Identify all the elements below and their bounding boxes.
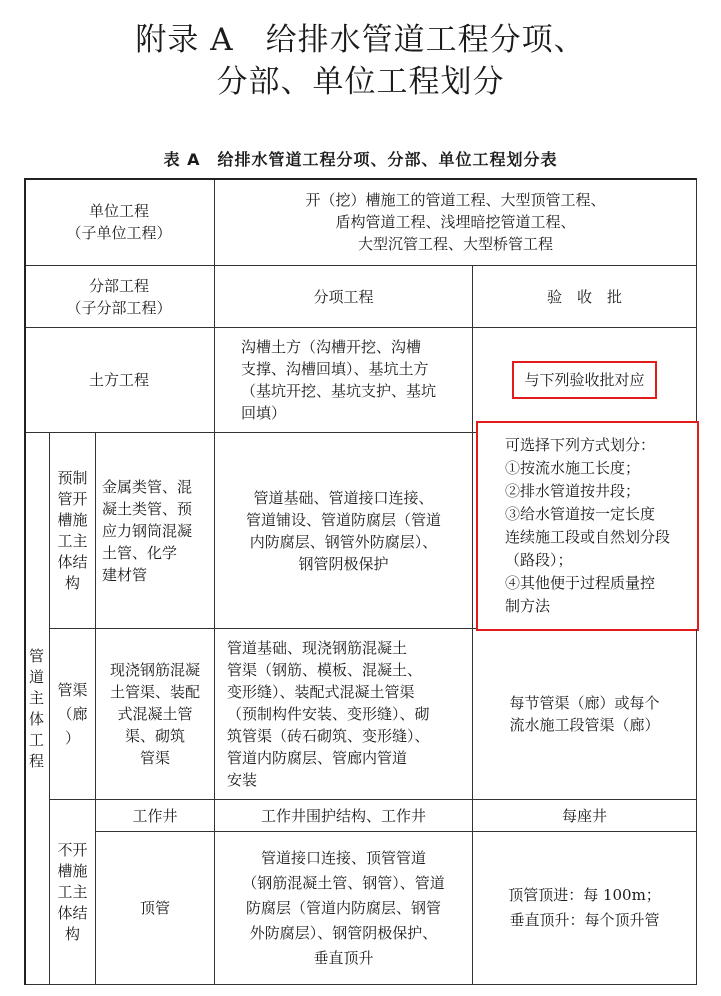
channel-items: 管道基础、现浇钢筋混凝土 管渠（钢筋、模板、混凝土、 变形缝）、装配式混凝土管渠 （预制构件安装、变形缝）、砌 筑管渠（砖石砌筑、变形缝）、 管道内防腐层、管廊内管道 安装 xyxy=(215,629,473,800)
prefab-label xyxy=(50,433,96,629)
table-caption: 表 A 给排水管道工程分项、分部、单位工程划分表 xyxy=(163,150,558,169)
earthwork-batch-cell xyxy=(473,328,697,433)
page-title-line-2: 分部、单位工程划分 xyxy=(216,64,505,100)
well-batch: 每座井 xyxy=(473,800,697,832)
item-header: 分项工程 xyxy=(215,266,473,328)
well-type: 工作井 xyxy=(96,800,215,832)
jack-type: 顶管 xyxy=(96,832,215,985)
division-table xyxy=(24,178,697,985)
main-body-label-text: 管 道 主 体 工 程 xyxy=(28,646,44,770)
jack-items: 管道接口连接、顶管管道 （钢筋混凝土管、钢管）、管道 防腐层（管道内防腐层、钢管 外防腐层）、钢管阴极保护、 垂直顶升 xyxy=(215,832,473,985)
prefab-types: 金属类管、混 凝土类管、预 应力钢筒混凝 土管、化学 建材管 xyxy=(96,433,215,629)
well-items: 工作井围护结构、工作井 xyxy=(215,800,473,832)
unit-project-label: 单位工程 （子单位工程） xyxy=(24,178,215,266)
prefab-label-text: 预制 管开 槽施 工主 体结 构 xyxy=(57,468,88,592)
prefab-batch: 可选择下列方式划分： ①按流水施工长度； ②排水管道按井段； ③给水管道按一定长度 连续施工段或自然划分段 （路段）； ④其他便于过程质量控 制方法 xyxy=(476,421,699,631)
earthwork-name: 土方工程 xyxy=(24,328,215,433)
jack-batch: 顶管顶进：每 100m； 垂直顶升：每个顶升管 xyxy=(473,832,697,985)
channel-types: 现浇钢筋混凝 土管渠、装配 式混凝土管 渠、砌筑 管渠 xyxy=(96,629,215,800)
main-body-label xyxy=(24,433,50,985)
trenchless-label xyxy=(50,800,96,985)
division-label: 分部工程 （子分部工程） xyxy=(24,266,215,328)
earthwork-items: 沟槽土方（沟槽开挖、沟槽 支撑、沟槽回填）、基坑土方 （基坑开挖、基坑支护、基坑 回填） xyxy=(215,328,473,433)
trenchless-label-text: 不开 槽施 工主 体结 构 xyxy=(57,840,88,943)
channel-label-text: 管渠 （廊 ） xyxy=(57,681,88,747)
channel-label xyxy=(50,629,96,800)
unit-project-value: 开（挖）槽施工的管道工程、大型顶管工程、 盾构管道工程、浅埋暗挖管道工程、 大型沉管工程、大型桥管工程 xyxy=(215,178,697,266)
prefab-items: 管道基础、管道接口连接、 管道铺设、管道防腐层（管道 内防腐层、钢管外防腐层）、 钢管阴极保护 xyxy=(215,433,473,629)
prefab-batch-cell xyxy=(473,433,697,629)
page-title-line-1: 附录 A 给排水管道工程分项、 xyxy=(135,22,586,58)
channel-batch: 每节管渠（廊）或每个 流水施工段管渠（廊） xyxy=(473,629,697,800)
batch-header: 验 收 批 xyxy=(473,266,697,328)
earthwork-batch: 与下列验收批对应 xyxy=(512,361,656,399)
